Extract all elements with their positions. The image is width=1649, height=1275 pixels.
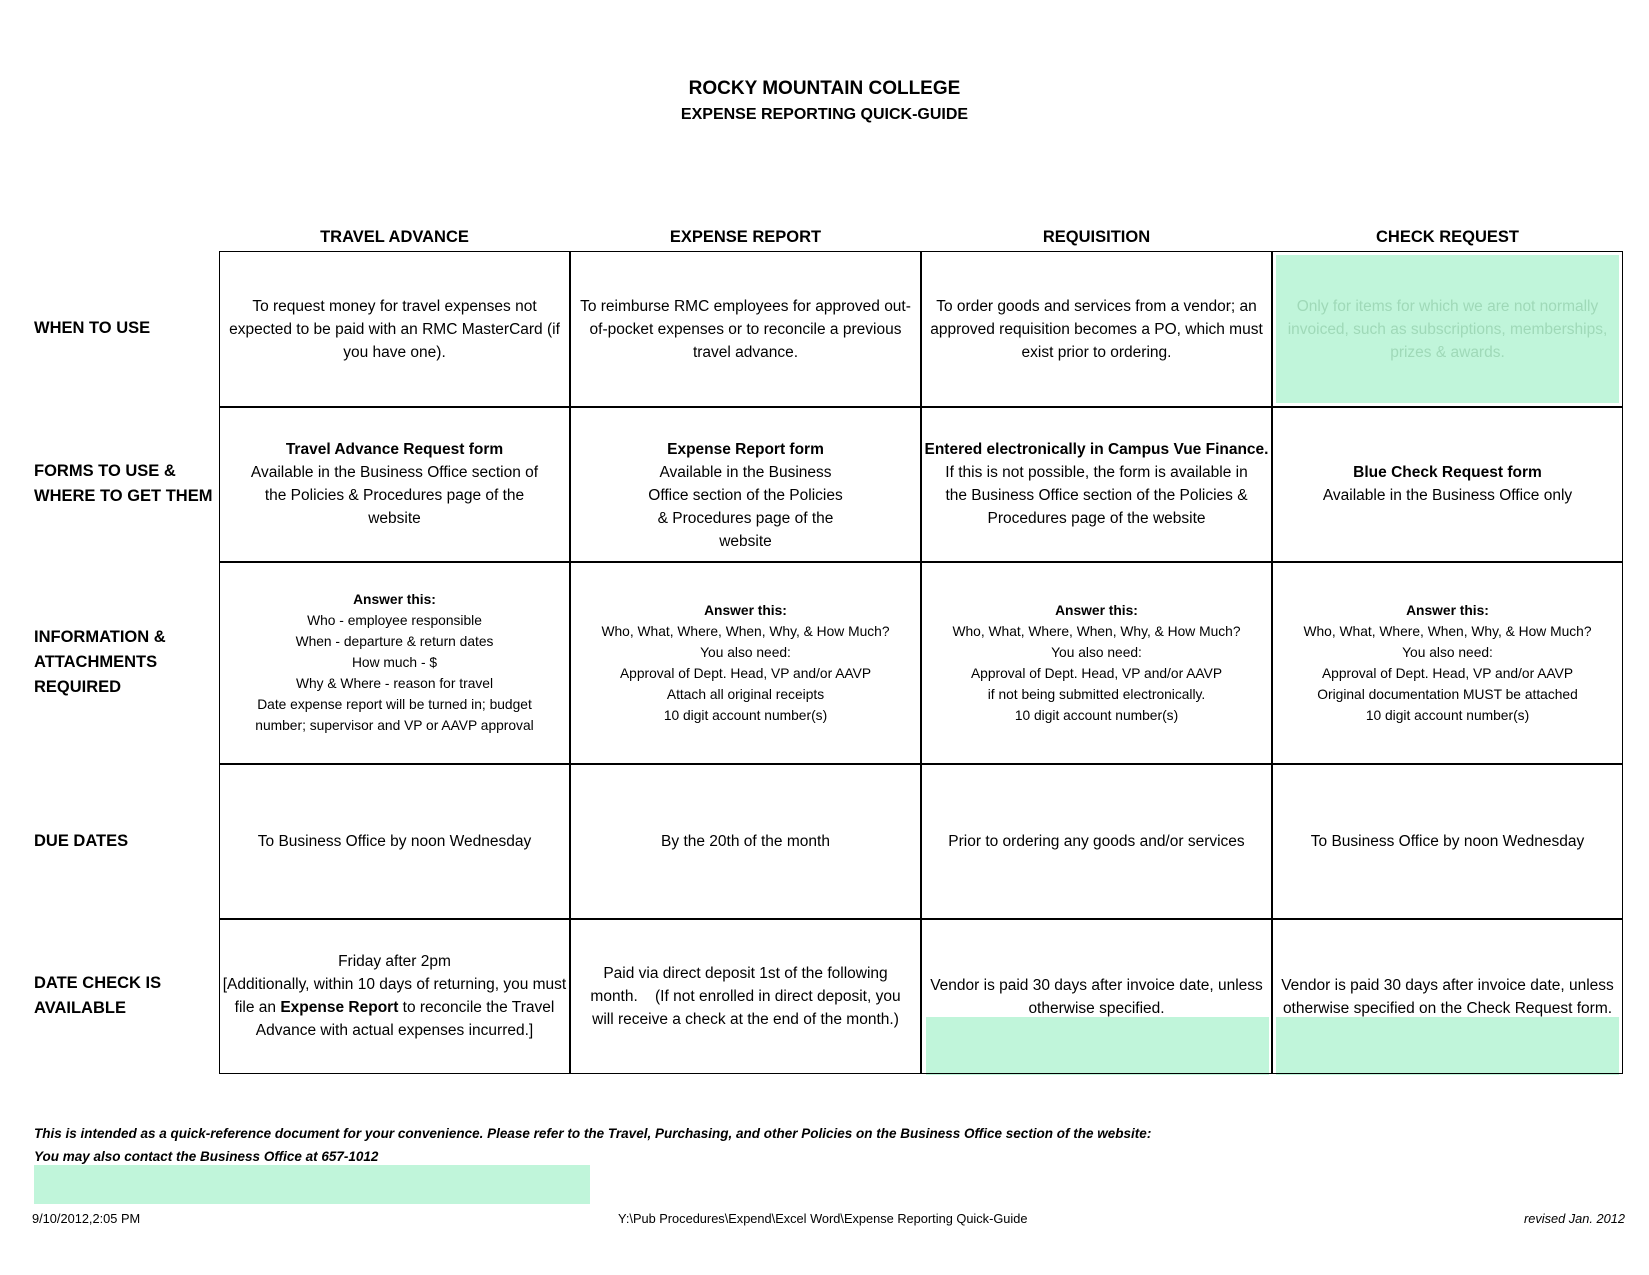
cell-forms-travel-advance: Travel Advance Request form Available in the Business Office section of the Policies & Procedures page of the website [250, 441, 539, 527]
cell-when-expense-report: To reimburse RMC employees for approved out-of-pocket expenses or to reconcile a previous travel advance. [580, 297, 911, 361]
note-contact: You may also contact the Business Office at 657-1012 [34, 1149, 379, 1164]
cell-info-expense-report: Answer this: Who, What, Where, When, Why, & How Much? You also need: Approval of Dept. Head, VP and/or AAVP Attach all original receipts 10 digit account number(s) [601, 602, 890, 723]
column-header-check-request: CHECK REQUEST [1375, 228, 1519, 246]
cell-due-travel-advance: To Business Office by noon Wednesday [257, 832, 532, 850]
cell-when-check-request: Only for items for which we are not normally invoiced, such as subscriptions, memberships, prizes & awards. [1287, 297, 1608, 361]
column-header-travel-advance: TRAVEL ADVANCE [320, 228, 469, 246]
cell-due-check-request: To Business Office by noon Wednesday [1310, 832, 1585, 850]
cell-when-travel-advance: To request money for travel expenses not expected to be paid with an RMC MasterCard (if you have one). [229, 297, 560, 361]
row-header-date-check: DATE CHECK IS AVAILABLE [34, 974, 162, 1017]
note-quick-reference: This is intended as a quick-reference document for your convenience. Please refer to the Travel, Purchasing, and other Policies on the Business Office section of the website: [34, 1126, 1152, 1141]
cell-date-expense-report: Paid via direct deposit 1st of the following month. (If not enrolled in direct deposit, you will receive a check at the end of the month.) [590, 964, 905, 1028]
page-title: ROCKY MOUNTAIN COLLEGE [688, 78, 961, 99]
row-header-when-to-use: WHEN TO USE [34, 319, 151, 337]
footer-timestamp: 9/10/2012,2:05 PM [32, 1211, 141, 1226]
column-header-requisition: REQUISITION [1042, 228, 1151, 246]
cell-forms-expense-report: Expense Report form Available in the Business Office section of the Policies & Procedures page of the website [648, 440, 843, 550]
footer-file-path: Y:\Pub Procedures\Expend\Excel Word\Expense Reporting Quick-Guide [618, 1211, 1028, 1226]
column-header-expense-report: EXPENSE REPORT [669, 228, 822, 246]
row-header-forms: FORMS TO USE & WHERE TO GET THEM [34, 462, 213, 505]
cell-forms-requisition: Entered electronically in Campus Vue Finance. If this is not possible, the form is available in the Business Office section of the Policies & Procedures page of the website [924, 441, 1269, 527]
cell-date-check-request: Vendor is paid 30 days after invoice date, unless otherwise specified on the Check Request form. [1281, 977, 1614, 1017]
cell-when-requisition: To order goods and services from a vendor; an approved requisition becomes a PO, which must exist prior to ordering. [930, 297, 1263, 361]
page-subtitle: EXPENSE REPORTING QUICK-GUIDE [680, 106, 969, 123]
highlight-notes [34, 1165, 590, 1204]
cell-date-requisition: Vendor is paid 30 days after invoice date, unless otherwise specified. [930, 977, 1263, 1017]
footer-revised: revised Jan. 2012 [1523, 1211, 1625, 1226]
cell-info-requisition: Answer this: Who, What, Where, When, Why, & How Much? You also need: Approval of Dept. Head, VP and/or AAVP if not being submitted electronically. 10 digit account number(s) [952, 602, 1241, 723]
cell-info-travel-advance: Answer this: Who - employee responsible When - departure & return dates How much - $ Why & Where - reason for travel Date expense report will be turned in; budget number; supervisor and VP or AAVP approval [255, 592, 534, 733]
cell-due-requisition: Prior to ordering any goods and/or services [948, 832, 1245, 850]
cell-info-check-request: Answer this: Who, What, Where, When, Why, & How Much? You also need: Approval of Dept. Head, VP and/or AAVP Original documentation MUST be attached 10 digit account number(s) [1303, 602, 1592, 723]
cell-due-expense-report: By the 20th of the month [661, 832, 830, 850]
row-header-information: INFORMATION & ATTACHMENTS REQUIRED [34, 628, 166, 696]
cell-date-travel-advance: Friday after 2pm [Additionally, within 10 days of returning, you must file an Expense Report to reconcile the Travel Advance with actual expenses incurred.] [222, 953, 567, 1039]
cell-forms-check-request: Blue Check Request form Available in the Business Office only [1322, 464, 1573, 504]
row-header-due-dates: DUE DATES [34, 832, 129, 850]
